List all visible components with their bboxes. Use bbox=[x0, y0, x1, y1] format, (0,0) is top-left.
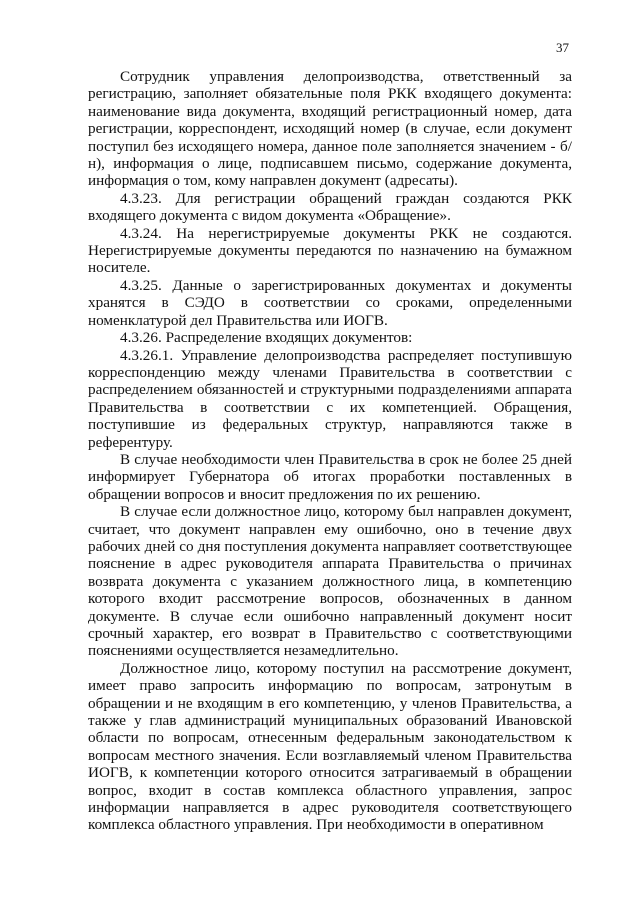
paragraph-4-3-25: 4.3.25. Данные о зарегистрированных документах и документы хранятся в СЭДО в соответствии со сроками, определенными номенклатурой дел Правительства или ИОГВ. bbox=[88, 276, 572, 329]
paragraph-4-3-26: 4.3.26. Распределение входящих документов: bbox=[120, 329, 413, 347]
paragraph-4-3-26-1: 4.3.26.1. Управление делопроизводства распределяет поступившую корреспонденцию между членами Правительства в соответствии с распределением обязанностей и структурными подразделениями аппарата Правительства в соответствии с их компетенцией. Обращения, поступившие из федеральных структур, направляются также в референтуру. bbox=[88, 346, 572, 451]
page-number: 37 bbox=[556, 40, 569, 55]
paragraph-information-request: Должностное лицо, которому поступил на рассмотрение документ, имеет право запросить информацию по вопросам, затронутым в обращении и не входящим в его компетенцию, у членов Правительства, а также у глав администраций муниципальных образований Ивановской области по вопросам, отнесенным федеральным законодательством к вопросам местного значения. Если возглавляемый членом Правительства ИОГВ, к компетенции которого относится затрагиваемый в обращении вопрос, входит в состав комплекса областного управления, запрос информации направляется в адрес руководителя соответствующего комплекса областного управления. При необходимости в оперативном bbox=[88, 659, 572, 834]
paragraph-4-3-24: 4.3.24. На нерегистрируемые документы РКК не создаются. Нерегистрируемые документы передаются по назначению на бумажном носителе. bbox=[88, 224, 572, 277]
paragraph-erroneous-document: В случае если должностное лицо, которому был направлен документ, считает, что документ направлен ему ошибочно, оно в течение двух рабочих дней со дня поступления документа направляет соответствующее пояснение в адрес руководителя аппарата Правительства о причинах возврата документа с указанием должностного лица, в компетенцию которого входит рассмотрение вопросов, обозначенных в данном документе. В случае если ошибочно направленный документ носит срочный характер, его возврат в Правительство с соответствующими пояснениями осуществляется незамедлительно. bbox=[88, 503, 572, 660]
paragraph-4-3-23: 4.3.23. Для регистрации обращений граждан создаются РКК входящего документа с видом документа «Обращение». bbox=[88, 189, 572, 225]
paragraph-registration-fields: Сотрудник управления делопроизводства, ответственный за регистрацию, заполняет обязательные поля РКК входящего документа: наименование вида документа, входящий регистрационный номер, дата регистрации, корреспондент, исходящий номер (в случае, если документ поступил без исходящего номера, данное поле заполняется значением - б/н), информация о лице, подписавшем письмо, содержание документа, информация о том, кому направлен документ (адресаты). bbox=[88, 68, 572, 190]
document-body bbox=[88, 68, 572, 834]
paragraph-governor-report: В случае необходимости член Правительства в срок не более 25 дней информирует Губернатора об итогах проработки поставленных в обращении вопросов и вносит предложения по их решению. bbox=[88, 450, 572, 503]
